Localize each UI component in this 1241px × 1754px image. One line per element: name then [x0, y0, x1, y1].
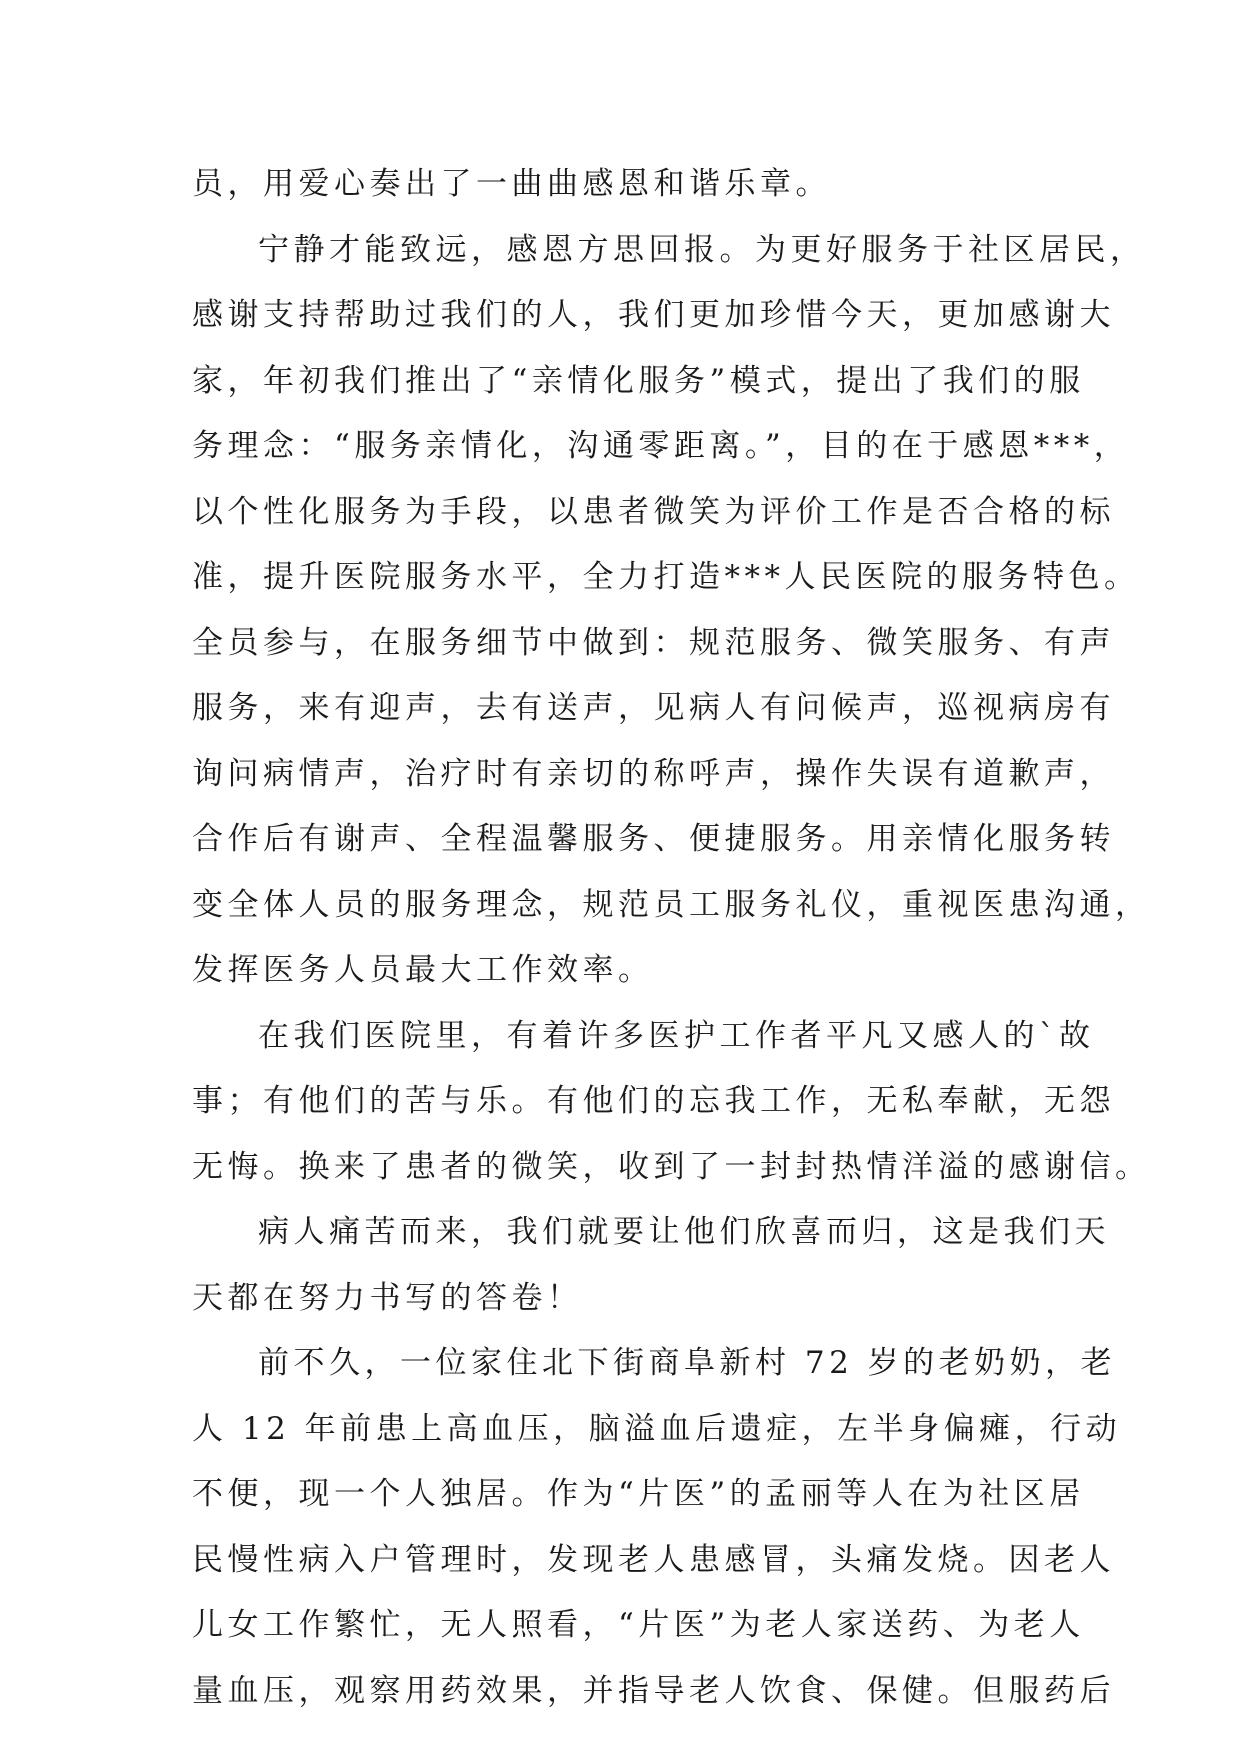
text-line: 以个性化服务为手段，以患者微笑为评价工作是否合格的标	[192, 493, 1115, 530]
text-line: 全员参与，在服务细节中做到：规范服务、微笑服务、有声	[192, 624, 1115, 661]
text-line: 发挥医务人员最大工作效率。	[192, 952, 654, 988]
document-body	[192, 152, 1151, 1724]
text-line: 询问病情声，治疗时有亲切的称呼声，操作失误有道歉声，	[192, 755, 1115, 792]
text-line: 合作后有谢声、全程温馨服务、便捷服务。用亲情化服务转	[192, 821, 1115, 857]
text-line: 不便，现一个人独居。作为“片医”的孟丽等人在为社区居	[192, 1476, 1085, 1512]
text-line: 家，年初我们推出了“亲情化服务”模式，提出了我们的服	[192, 362, 1085, 399]
text-line: 在我们医院里，有着许多医护工作者平凡又感人的`故	[258, 1017, 1095, 1054]
text-line: 无悔。换来了患者的微笑，收到了一封封热情洋溢的感谢信。	[192, 1148, 1151, 1185]
text-line: 儿女工作繁忙，无人照看，“片医”为老人家送药、为老人	[192, 1607, 1085, 1643]
text-line: 病人痛苦而来，我们就要让他们欣喜而归，这是我们天	[258, 1214, 1110, 1250]
text-line: 员，用爱心奏出了一曲曲感恩和谐乐章。	[192, 166, 831, 202]
text-line: 准，提升医院服务水平，全力打造***人民医院的服务特色。	[192, 559, 1140, 595]
text-line: 民慢性病入户管理时，发现老人患感冒，头痛发烧。因老人	[192, 1541, 1115, 1578]
text-line: 人 12 年前患上高血压，脑溢血后遗症，左半身偏瘫，行动	[192, 1410, 1122, 1447]
text-line: 服务，来有迎声，去有送声，见病人有问候声，巡视病房有	[192, 690, 1115, 726]
text-line: 事；有他们的苦与乐。有他们的忘我工作，无私奉献，无怨	[192, 1083, 1115, 1119]
text-line: 务理念：“服务亲情化，沟通零距离。”，目的在于感恩***，	[192, 428, 1130, 464]
text-line: 宁静才能致远，感恩方思回报。为更好服务于社区居民，	[258, 231, 1146, 268]
text-line: 前不久，一位家住北下街商阜新村 72 岁的老奶奶，老	[258, 1345, 1117, 1381]
text-line: 变全体人员的服务理念，规范员工服务礼仪，重视医患沟通，	[192, 886, 1151, 923]
text-line: 天都在努力书写的答卷！	[192, 1279, 583, 1316]
text-line: 量血压，观察用药效果，并指导老人饮食、保健。但服药后	[192, 1672, 1115, 1709]
text-line: 感谢支持帮助过我们的人，我们更加珍惜今天，更加感谢大	[192, 297, 1115, 333]
